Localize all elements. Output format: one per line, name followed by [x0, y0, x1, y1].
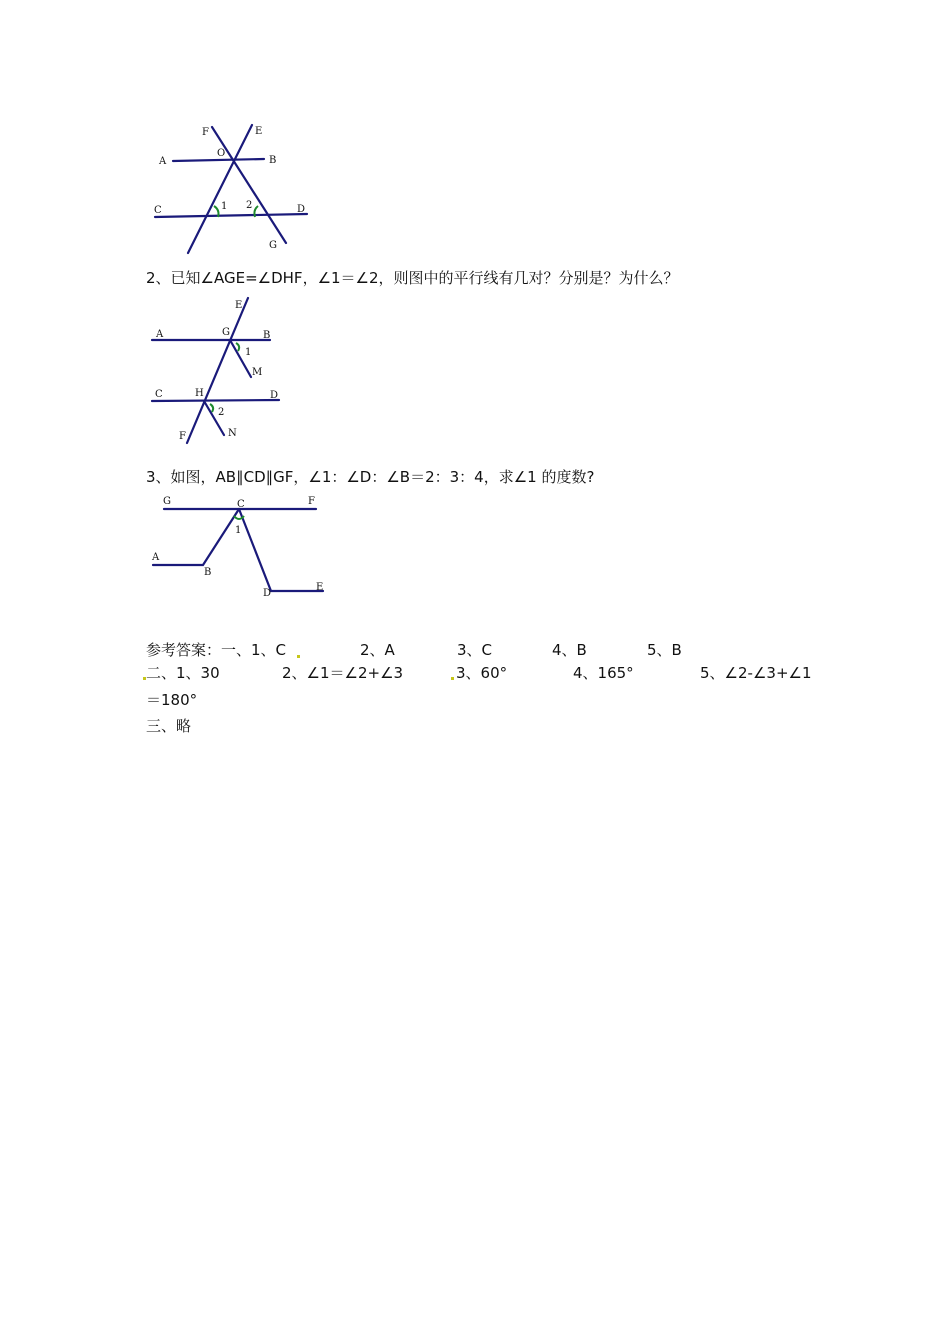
edit-mark — [143, 677, 146, 680]
label-angle-2: 2 — [218, 407, 225, 418]
answer-1-2: 2、A — [360, 641, 395, 659]
answer-1-1: 参考答案：一、1、C — [146, 641, 287, 659]
answers-line-2 — [146, 663, 826, 685]
line-oe — [188, 125, 252, 253]
polyline-c-d-e — [239, 509, 323, 591]
label-f: F — [308, 496, 315, 507]
line-ab — [173, 159, 264, 161]
answers-line-1 — [146, 640, 796, 662]
answer-2-4: 4、165° — [573, 664, 634, 682]
label-f: F — [202, 127, 209, 138]
question-2-text: 2、已知∠AGE=∠DHF，∠1＝∠2，则图中的平行线有几对？分别是？为什么？ — [146, 269, 679, 287]
label-o: O — [217, 148, 226, 159]
label-c: C — [155, 389, 163, 400]
label-a: A — [159, 156, 167, 167]
line-cd — [155, 214, 307, 217]
figure-1-diagram — [140, 115, 330, 265]
label-g: G — [269, 240, 277, 251]
line-ef — [187, 298, 248, 443]
answer-1-3: 3、C — [457, 641, 493, 659]
question-3-text: 3、如图，AB∥CD∥GF，∠1：∠D：∠B＝2：3：4，求∠1 的度数? — [146, 468, 595, 486]
answer-1-5: 5、B — [647, 641, 682, 659]
label-b: B — [263, 330, 271, 341]
label-angle-1: 1 — [235, 525, 242, 536]
label-a: A — [152, 552, 160, 563]
answer-2-2: 2、∠1＝∠2+∠3 — [282, 664, 404, 682]
answers-line-4: 三、略 — [146, 717, 192, 735]
label-b: B — [269, 155, 277, 166]
figure-2-diagram — [140, 290, 300, 450]
polyline-a-b-c — [153, 509, 242, 565]
label-angle-2: 2 — [246, 200, 253, 211]
line-gm — [230, 340, 251, 377]
label-a: A — [156, 329, 164, 340]
answers-line-3: ＝180° — [146, 691, 198, 709]
label-angle-1: 1 — [245, 347, 252, 358]
label-b: B — [204, 567, 212, 578]
edit-mark — [451, 677, 454, 680]
label-g: G — [222, 327, 230, 338]
answer-2-1: 二、1、30 — [146, 664, 220, 682]
label-n: N — [228, 428, 237, 439]
line-cd — [152, 400, 279, 401]
answer-2-3: 3、60° — [456, 664, 508, 682]
label-h: H — [195, 388, 204, 399]
label-d: D — [270, 390, 279, 401]
answer-1-4: 4、B — [552, 641, 587, 659]
label-e: E — [235, 300, 243, 311]
label-f: F — [179, 431, 186, 442]
label-c: C — [154, 205, 162, 216]
label-d: D — [297, 204, 306, 215]
label-e: E — [316, 582, 324, 593]
answer-2-5: 5、∠2-∠3+∠1 — [700, 664, 812, 682]
label-angle-1: 1 — [221, 201, 228, 212]
label-g: G — [163, 496, 171, 507]
figure-3-diagram — [140, 492, 340, 602]
label-d: D — [263, 588, 272, 599]
label-e: E — [255, 126, 263, 137]
label-m: M — [252, 367, 263, 378]
edit-mark — [297, 655, 300, 658]
angle-1-arc — [234, 516, 244, 519]
label-c: C — [237, 499, 245, 510]
